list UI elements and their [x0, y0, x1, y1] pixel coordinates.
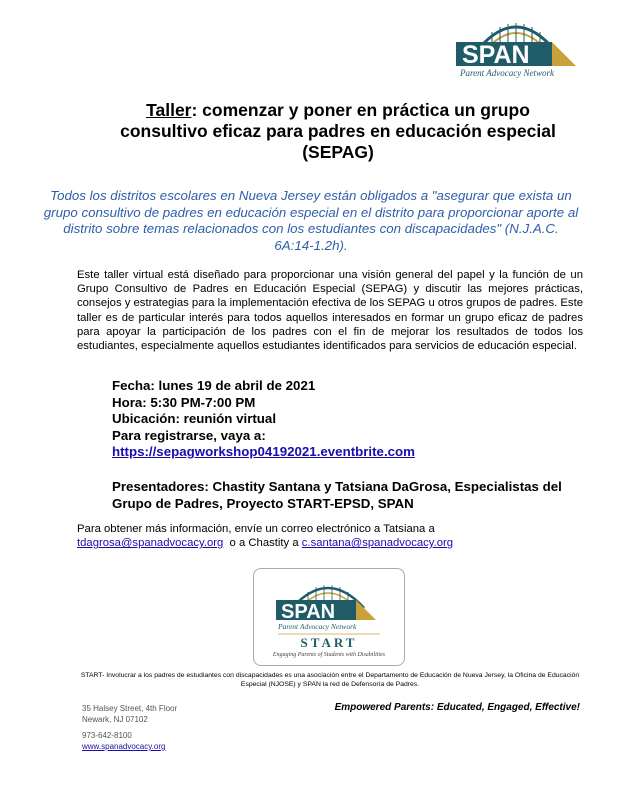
event-time: Hora: 5:30 PM-7:00 PM — [112, 394, 256, 410]
logo-top-subtitle: Parent Advocacy Network — [460, 68, 554, 78]
event-date: Fecha: lunes 19 de abril de 2021 — [112, 378, 316, 393]
register-label: Para registrarse, vaya a: — [112, 427, 266, 443]
page-title — [108, 100, 568, 163]
contact-text: Para obtener más información, envíe un correo electrónico a Tatsiana a — [77, 523, 435, 535]
logo-top-name: SPAN — [462, 41, 530, 69]
start-word: START — [300, 635, 358, 650]
email-link-tatsiana[interactable]: tdagrosa@spanadvocacy.org — [77, 537, 224, 550]
partnership-note: START- Involucrar a los padres de estudiantes con discapacidades es una asociación entre el Departamento de Educación de Nueva Jersey, la Oficina de Educación Especial (NJOSE) y SPAN la red de Defensoría de Padres. — [80, 672, 580, 688]
start-tagline: Engaging Parents of Students with Disabilities — [272, 652, 386, 658]
website-link[interactable]: www.spanadvocacy.org — [82, 742, 166, 751]
contact-info — [77, 522, 583, 550]
contact-block — [82, 730, 165, 752]
contact-middle: o a Chastity a — [223, 537, 302, 550]
email-link-chastity[interactable]: c.santana@spanadvocacy.org — [301, 537, 454, 550]
title-lead: Taller — [146, 100, 192, 120]
event-details — [112, 378, 582, 461]
address-city: Newark, NJ 07102 — [82, 715, 148, 724]
logo-bottom-subtitle: Parent Advocacy Network — [278, 622, 357, 631]
workshop-description: Este taller virtual está diseñado para proporcionar una visión general del papel y la función de un Grupo Consultivo de Padres en Educación Especial (SEPAG) y discutir las mejores prácticas, consejos y estrategias para la implementación efectiva de los SEPAG u otros grupos de padres. Este taller es de particular interés para todos aquellos interesados en formar un grupo eficaz de padres para apoyar la participación de los padres con el fin de mejorar los resultados de todos los estudiantes, especialmente aquellos estudiantes identificados para servicios de educación especial. — [77, 269, 583, 353]
event-location: Ubicación: reunión virtual — [112, 411, 277, 427]
slogan: Empowered Parents: Educated, Engaged, Effective! — [334, 702, 580, 713]
span-logo-top — [436, 8, 596, 80]
address-street: 35 Halsey Street, 4th Floor — [82, 704, 178, 713]
register-link[interactable]: https://sepagworkshop04192021.eventbrite.com — [112, 444, 415, 460]
phone-number: 973-642-8100 — [82, 731, 132, 740]
address-block — [82, 703, 177, 725]
logo-bottom-name: SPAN — [281, 601, 336, 623]
intro-statement: Todos los distritos escolares en Nueva Jersey están obligados a "asegurar que exista un grupo consultivo de padres en educación especial en el distrito para proporcionar aporte al distrito sobre temas relacionados con los estudiantes con discapacidades" (N.J.A.C. 6A:14-1.2h). — [43, 188, 579, 253]
presenters: Presentadores: Chastity Santana y Tatsiana DaGrosa, Especialistas del Grupo de Padres, Proyecto START-EPSD, SPAN — [112, 479, 562, 511]
title-rest: : comenzar y poner en práctica un grupo consultivo eficaz para padres en educación especial (SEPAG) — [120, 100, 556, 162]
span-start-logo — [258, 572, 400, 662]
